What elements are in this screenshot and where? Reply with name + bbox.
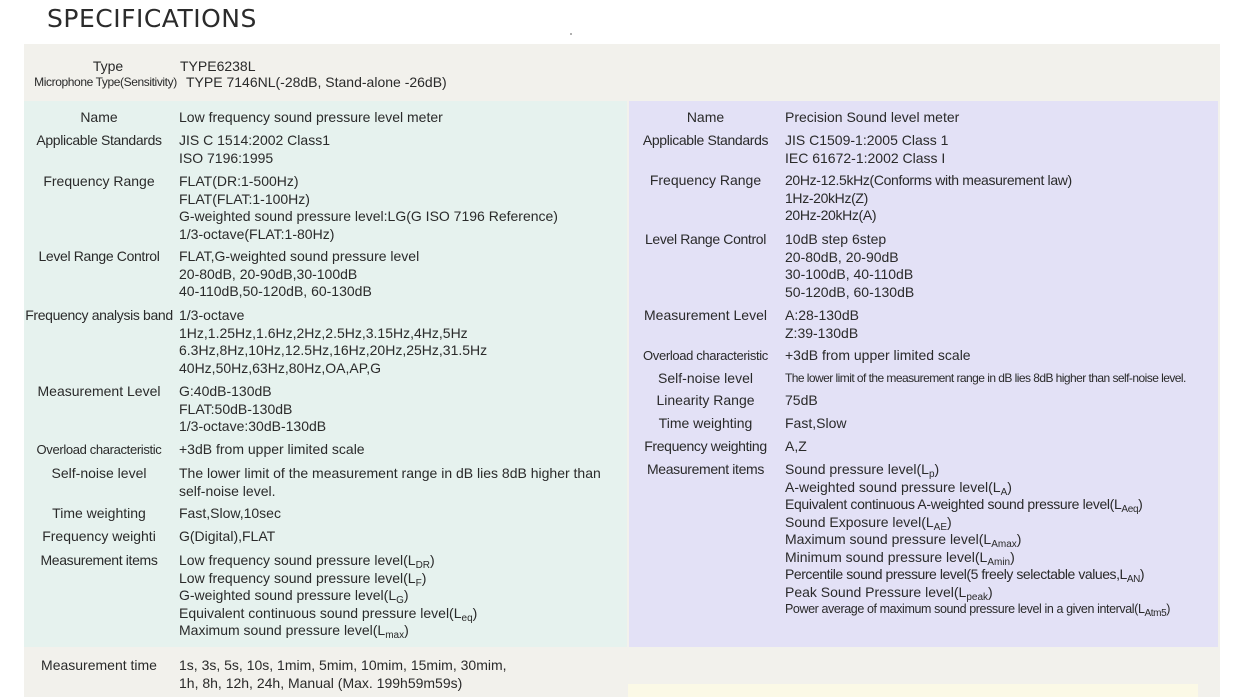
left-freq-range-label: Frequency Range: [43, 173, 155, 189]
right-linearity-label: Linearity Range: [656, 392, 755, 408]
right-time-weighting-label: Time weighting: [658, 415, 753, 431]
list-item: Percentile sound pressure level(5 freely selectable $values,L_{AN}$): [785, 566, 1145, 585]
left-meas-items-label: Measurement items: [40, 552, 158, 568]
type-value: TYPE6238L: [180, 58, 256, 74]
left-self-noise-value: The lower limit of the measurement range in dB lies 8dB higher than self-noise level.: [179, 465, 601, 499]
mic-label: Microphone Type(Sensitivity): [34, 75, 177, 89]
left-level-range-value: FLAT,G-weighted sound pressure level 20-80dB, 20-90dB,30-100dB 40-110dB,50-120dB, 60-130dB: [179, 248, 420, 299]
list-item: Sound pressure $level(L_p)$: [785, 461, 940, 480]
right-meas-level-label: Measurement Level: [644, 307, 767, 323]
left-overload-value: +3dB from upper limited scale: [179, 441, 365, 457]
right-level-range-label: Level Range Control: [645, 231, 766, 247]
list-item: Sound Exposure $level(L_{AE})$: [785, 513, 952, 533]
right-standards-value: JIS C1509-1:2005 Class 1 IEC 61672-1:2002 Class I: [785, 132, 949, 166]
left-overload-label: Overload characteristic: [36, 442, 162, 457]
list-item: Peak Sound Pressure $level(L_{peak})$: [785, 583, 993, 603]
left-time-weighting-value: Fast,Slow,10sec: [179, 505, 281, 521]
list-item: Equivalent continuous sound pressure $level(L_{eq})$: [179, 604, 478, 624]
list-item: Equivalent continuous A-weighted sound pressure $level(L_{Aeq})$: [785, 496, 1143, 515]
list-item: Maximum sound pressure $level(L_{max})$: [179, 622, 409, 641]
right-meas-items-list: [785, 461, 1216, 619]
list-item: G-weighted sound pressure $level(L_G)$: [179, 587, 409, 606]
precision-meter-column: [629, 101, 1218, 647]
list-item: A-weighted sound pressure $level(L_A)$: [785, 478, 1012, 498]
right-self-noise-value: The lower limit of the measurement range in dB lies 8dB higher than self-noise level.: [785, 371, 1186, 385]
left-freq-weighting-value: G(Digital),FLAT: [179, 528, 276, 544]
left-level-range-label: Level Range Control: [38, 248, 160, 264]
right-overload-value: +3dB from upper limited scale: [785, 347, 971, 363]
list-item: Low frequency sound pressure $level(L_F)$: [179, 569, 427, 589]
meas-time-label: Measurement time: [41, 657, 157, 673]
left-standards-value: JIS C 1514:2002 Class1 ISO 7196:1995: [179, 132, 330, 166]
right-freq-range-value: 20Hz-12.5kHz(Conforms with measurement law) 1Hz-20kHz(Z) 20Hz-20kHz(A): [785, 172, 1072, 223]
right-overload-label: Overload characteristic: [643, 348, 768, 363]
list-item: Minimum sound pressure $level(L_{Amin})$: [785, 548, 1015, 568]
right-time-weighting-value: Fast,Slow: [785, 415, 847, 431]
decorative-dot: [570, 33, 572, 35]
next-section-box: [628, 684, 1198, 697]
right-name-value: Precision Sound level meter: [785, 109, 960, 125]
page-title: SPECIFICATIONS: [47, 4, 257, 33]
left-name-value: Low frequency sound pressure level meter: [179, 109, 443, 125]
left-freq-band-label: Frequency analysis band: [25, 307, 173, 323]
left-freq-weighting-label: Frequency weighti: [42, 528, 156, 544]
left-name-label: Name: [80, 109, 118, 125]
left-meas-items-list: [179, 552, 621, 640]
right-level-range-value: 10dB step 6step 20-80dB, 20-90dB 30-100dB, 40-110dB 50-120dB, 60-130dB: [785, 231, 915, 300]
mic-value: TYPE 7146NL(-28dB, Stand-alone -26dB): [186, 74, 447, 90]
right-freq-range-label: Frequency Range: [649, 172, 762, 188]
low-frequency-column: [24, 101, 627, 647]
list-item: Low frequency sound pressure $level(L_{DR})$: [179, 552, 435, 571]
right-freq-weighting-label: Frequency weighting: [644, 438, 767, 454]
list-item: Maximum sound pressure $level(L_{Amax})$: [785, 531, 1022, 550]
left-standards-label: Applicable Standards: [36, 132, 162, 148]
right-name-label: Name: [686, 109, 725, 125]
left-freq-range-value: FLAT(DR:1-500Hz) FLAT(FLAT:1-100Hz) G-weighted sound pressure level:LG(G ISO 7196 Reference) 1/3-octave(FLAT:1-80Hz): [179, 173, 558, 242]
right-meas-items-label: Measurement items: [647, 461, 764, 477]
left-freq-band-value: 1/3-octave 1Hz,1.25Hz,1.6Hz,2Hz,2.5Hz,3.15Hz,4Hz,5Hz 6.3Hz,8Hz,10Hz,12.5Hz,16Hz,20Hz,25Hz,31.5Hz 40Hz,50Hz,63Hz,80Hz,OA,AP,G: [179, 307, 488, 376]
right-meas-level-value: A:28-130dB Z:39-130dB: [785, 307, 859, 341]
right-freq-weighting-value: A,Z: [785, 438, 807, 454]
left-self-noise-label: Self-noise level: [51, 465, 147, 481]
right-standards-label: Applicable Standards: [642, 132, 769, 148]
specifications-panel: [24, 44, 1220, 697]
left-meas-level-label: Measurement Level: [37, 383, 161, 399]
list-item: Power average of maximum sound pressure level in a given $interval(L_{Atm5})$: [785, 602, 1171, 619]
left-time-weighting-label: Time weighting: [52, 505, 146, 521]
meas-time-value: 1s, 3s, 5s, 10s, 1mim, 5mim, 10mim, 15mim, 30mim, 1h, 8h, 12h, 24h, Manual (Max. 199h59m59s): [179, 657, 507, 691]
right-self-noise-label: Self-noise level: [658, 370, 753, 386]
left-meas-level-value: G:40dB-130dB FLAT:50dB-130dB 1/3-octave:30dB-130dB: [179, 383, 327, 434]
right-linearity-value: 75dB: [785, 392, 818, 408]
type-label: Type: [92, 58, 124, 74]
